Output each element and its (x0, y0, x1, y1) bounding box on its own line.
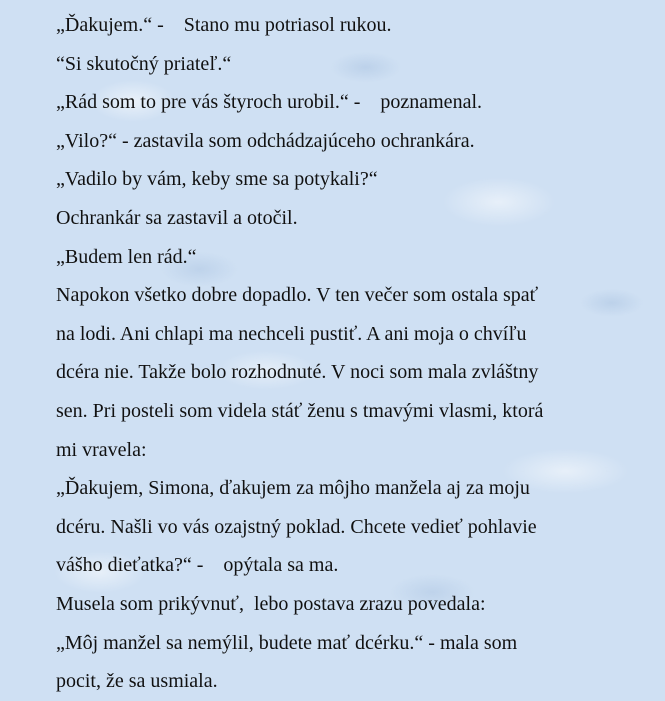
story-text (56, 6, 616, 701)
text-line: sen. Pri posteli som videla stáť ženu s tmavými vlasmi, ktorá (56, 399, 544, 422)
text-line: “Si skutočný priateľ.“ (56, 52, 232, 75)
text-line: „Budem len rád.“ (56, 245, 197, 268)
text-line: „Môj manžel sa nemýlil, budete mať dcérku.“ - mala som (56, 631, 518, 654)
text-line: dcéra nie. Takže bolo rozhodnuté. V noci som mala zvláštny (56, 361, 539, 384)
text-line: pocit, že sa usmiala. (56, 670, 218, 693)
text-line: vášho dieťatka?“ - opýtala sa ma. (56, 554, 339, 577)
text-line: „Vadilo by vám, keby sme sa potykali?“ (56, 168, 378, 191)
text-line: Musela som prikývnuť, lebo postava zrazu povedala: (56, 592, 486, 615)
text-line: dcéru. Našli vo vás ozajstný poklad. Chcete vedieť pohlavie (56, 515, 537, 538)
text-line: Ochrankár sa zastavil a otočil. (56, 206, 298, 229)
text-line: mi vravela: (56, 438, 147, 461)
text-line: Napokon všetko dobre dopadlo. V ten večer som ostala spať (56, 284, 539, 307)
text-line: „Ďakujem.“ - Stano mu potriasol rukou. (56, 14, 392, 36)
text-line: na lodi. Ani chlapi ma nechceli pustiť. A ani moja o chvíľu (56, 322, 527, 345)
text-line: „Ďakujem, Simona, ďakujem za môjho manžela aj za moju (56, 477, 530, 500)
text-line: „Vilo?“ - zastavila som odchádzajúceho ochrankára. (56, 129, 475, 152)
text-line: „Rád som to pre vás štyroch urobil.“ - poznamenal. (56, 91, 482, 114)
